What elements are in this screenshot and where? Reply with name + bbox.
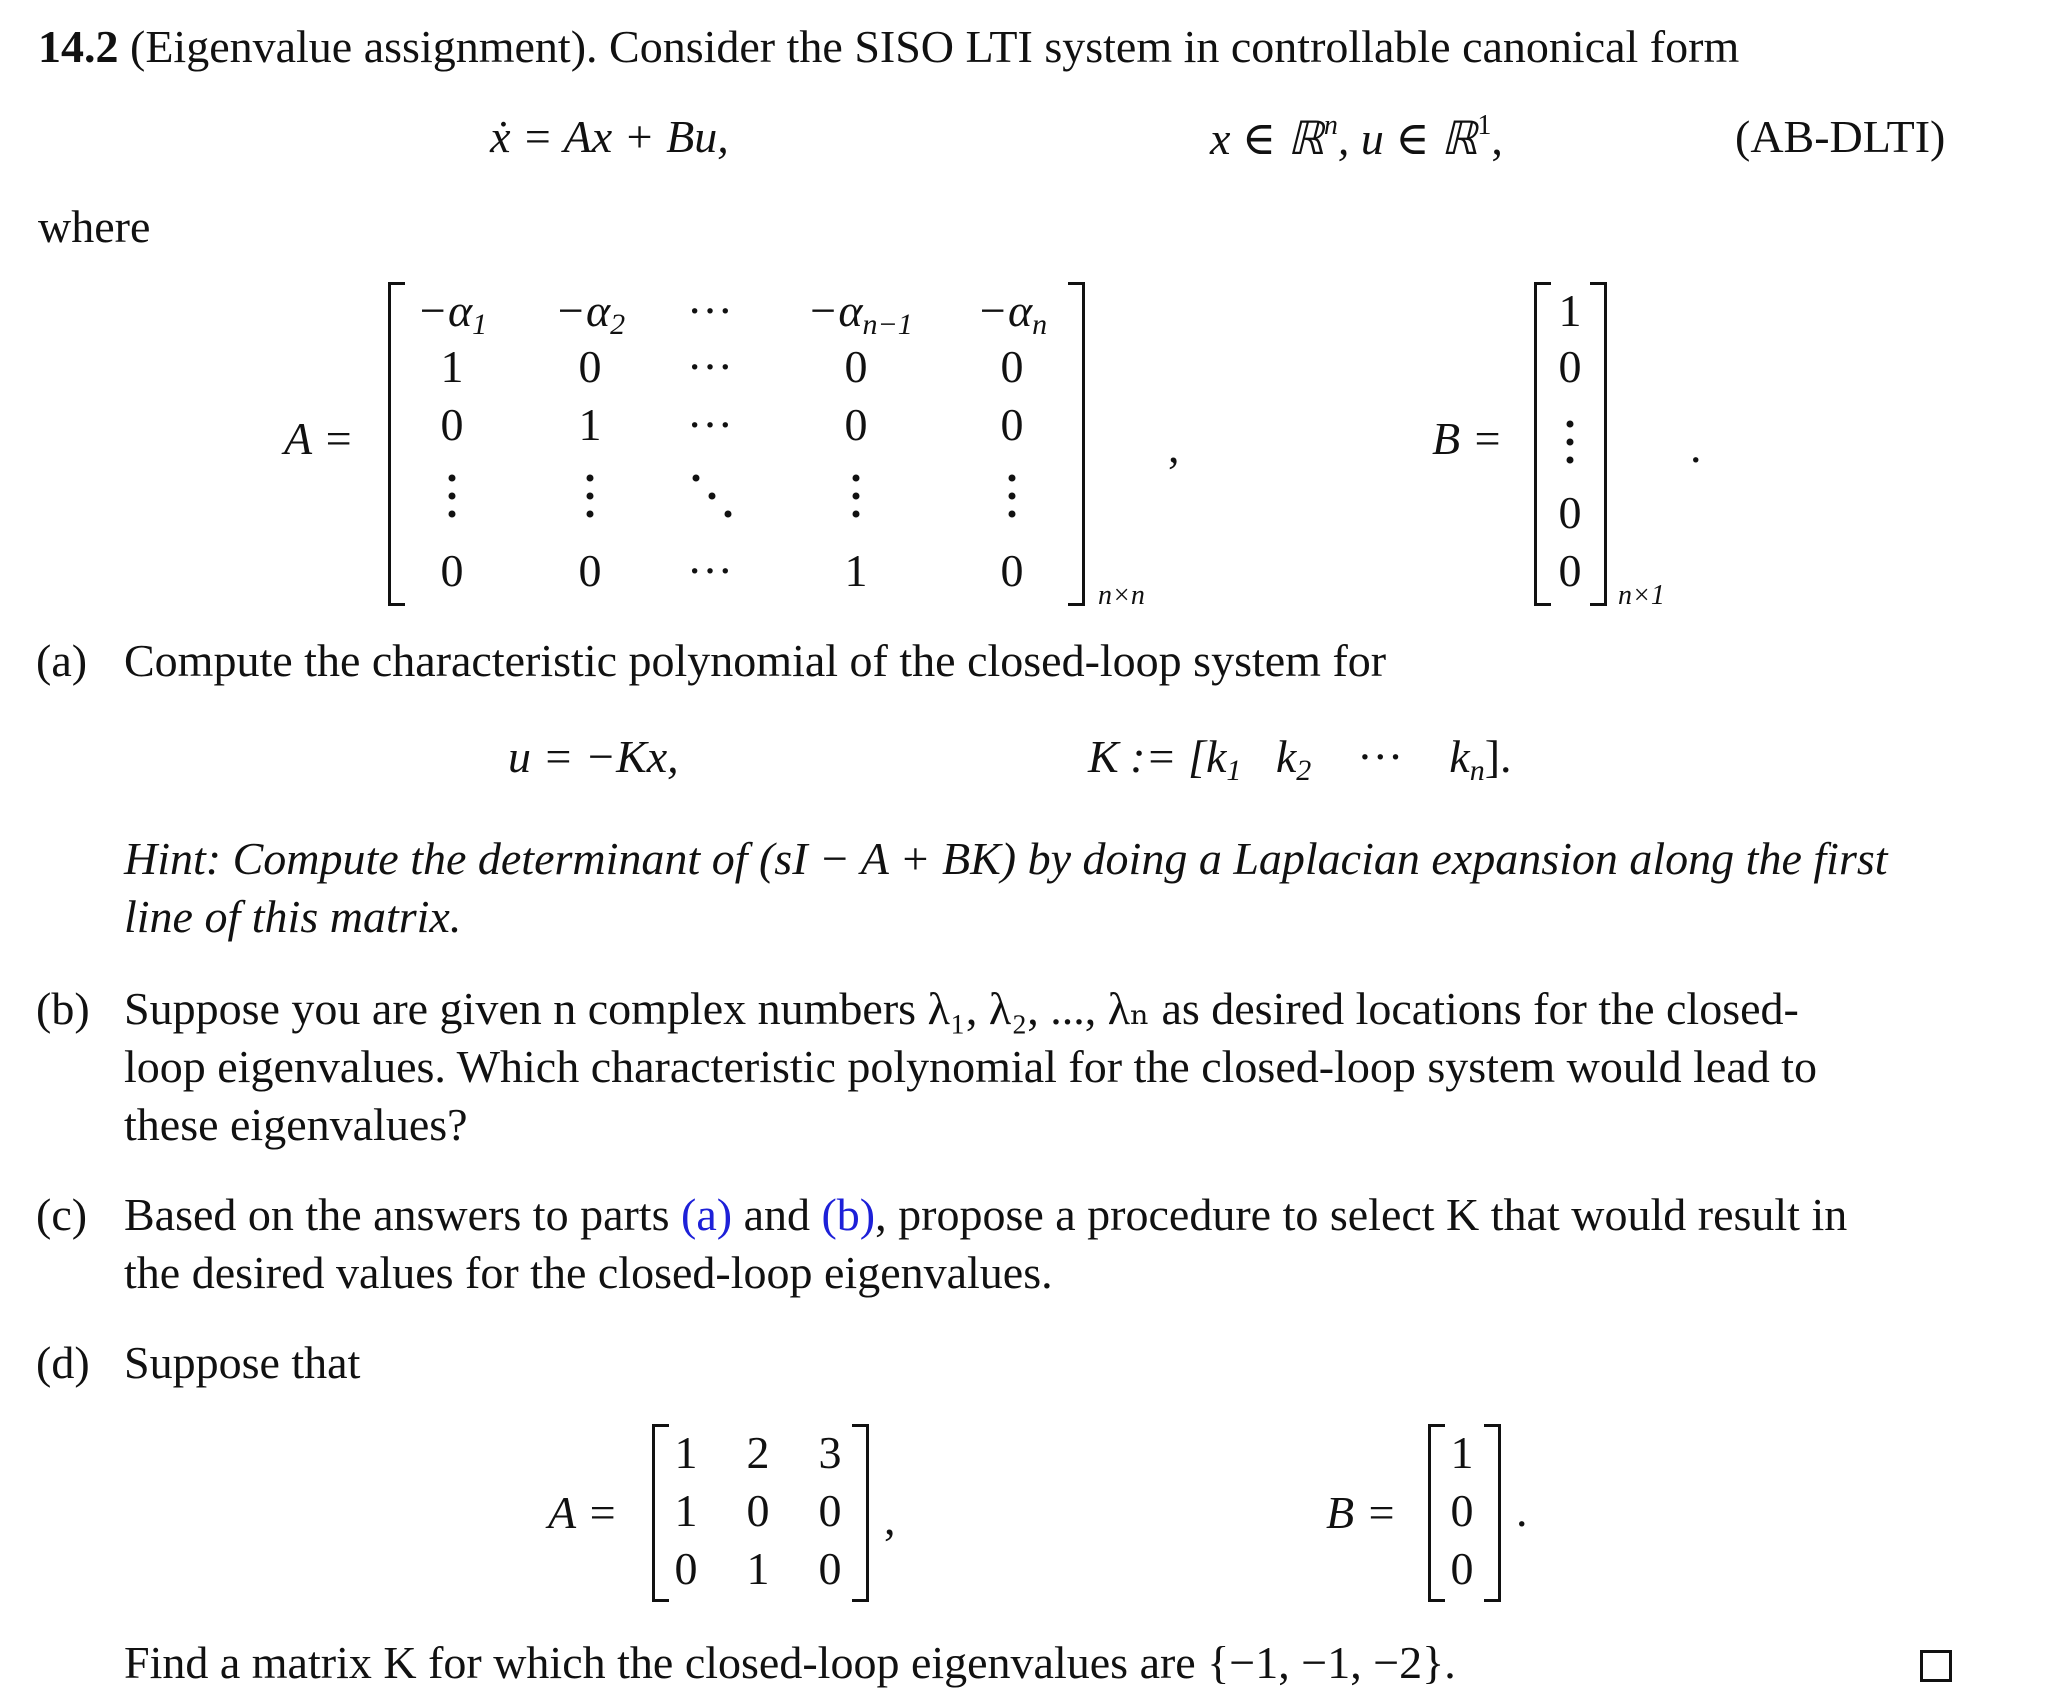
matrix-B-cell: 0 xyxy=(1558,487,1582,538)
part-c-label: (c) xyxy=(36,1189,88,1240)
matrix-A-cell: 0 xyxy=(1000,341,1024,392)
equation-state: ẋ = Ax + Bu, xyxy=(490,111,729,162)
equation-tag: (AB-DLTI) xyxy=(1735,111,1946,162)
matrix-A-cell: 1 xyxy=(440,341,464,392)
part-b-line2: loop eigenvalues. Which characteristic polynomial for the closed-loop system would lead to xyxy=(124,1041,1818,1092)
matrix-A-cell: 0 xyxy=(578,341,602,392)
matrix-B-left-bracket xyxy=(1534,282,1551,606)
matrix-A-d-cell: 0 xyxy=(674,1543,698,1594)
part-a-label: (a) xyxy=(36,635,88,686)
domain-x: x ∈ ℝ xyxy=(1210,113,1324,164)
matrix-B-period: . xyxy=(1690,421,1702,472)
matrix-A-d-cell: 2 xyxy=(746,1427,770,1478)
matrix-A-cell: $-\alpha_2$ xyxy=(554,285,626,341)
matrix-A-d-comma: , xyxy=(884,1493,896,1544)
part-d-final: Find a matrix K for which the closed-loop eigenvalues are {−1, −1, −2}. xyxy=(124,1637,1456,1688)
matrix-B-cell: 0 xyxy=(1558,341,1582,392)
part-a-hint-line2: line of this matrix. xyxy=(124,891,462,942)
part-d-label: (d) xyxy=(36,1337,90,1388)
matrix-B-label: B = xyxy=(1432,413,1503,464)
matrix-B-d-cell: 0 xyxy=(1450,1543,1474,1594)
matrix-B-d-right-bracket xyxy=(1484,1424,1501,1602)
part-a-eq-K: K := [$k_1$ $k_2$ ··· $k_n$]. xyxy=(1088,731,1512,787)
part-a-text: Compute the characteristic polynomial of the closed-loop system for xyxy=(124,635,1387,686)
ref-part-b-link[interactable]: (b) xyxy=(821,1189,876,1240)
where-text: where xyxy=(38,201,151,252)
ref-part-a-link[interactable]: (a) xyxy=(681,1189,733,1240)
matrix-A-cell: 0 xyxy=(1000,545,1024,596)
matrix-A-d-right-bracket xyxy=(852,1424,869,1602)
part-c-line1: Based on the answers to parts (a) and (b), propose a procedure to select K that would result in xyxy=(124,1189,1848,1240)
part-b-line1: Suppose you are given n complex numbers λ₁, λ₂, ..., λₙ as desired locations for the closed- xyxy=(124,983,1799,1034)
matrix-A-d-cell: 1 xyxy=(746,1543,770,1594)
matrix-A-cell: 0 xyxy=(440,545,464,596)
matrix-A-cell: 0 xyxy=(440,399,464,450)
matrix-A-cdots: ··· xyxy=(687,545,733,596)
matrix-B-size: n×1 xyxy=(1618,580,1665,611)
matrix-A-cell: 0 xyxy=(844,399,868,450)
matrix-A-cell: $-\alpha_{n-1}$ xyxy=(807,285,913,341)
matrix-A-cdots: ··· xyxy=(687,399,733,450)
matrix-A-d-cell: 0 xyxy=(818,1485,842,1536)
matrix-B-d-period: . xyxy=(1516,1485,1528,1536)
domain-end: , xyxy=(1491,113,1503,164)
problem-intro: Consider the SISO LTI system in controllable canonical form xyxy=(609,21,1740,72)
matrix-A-d-cell: 3 xyxy=(818,1427,842,1478)
part-a-hint-line1: Hint: Compute the determinant of (sI − A + BK) by doing a Laplacian expansion along the first xyxy=(124,833,1888,884)
matrix-A-cell: 0 xyxy=(1000,399,1024,450)
matrix-A-cdots: ··· xyxy=(687,285,733,336)
matrix-A-cell: $-\alpha_n$ xyxy=(976,285,1048,341)
matrix-A-comma: , xyxy=(1168,421,1180,472)
matrix-B-cell: 1 xyxy=(1558,285,1582,336)
matrix-B-right-bracket xyxy=(1590,282,1607,606)
matrix-A-d-left-bracket xyxy=(652,1424,669,1602)
part-b-label: (b) xyxy=(36,983,90,1034)
matrix-B-d-cell: 1 xyxy=(1450,1427,1474,1478)
matrix-A-d-cell: 0 xyxy=(746,1485,770,1536)
matrix-A-d-label: A = xyxy=(548,1487,618,1538)
matrix-A-cell: 1 xyxy=(844,545,868,596)
part-c-line2: the desired values for the closed-loop eigenvalues. xyxy=(124,1247,1053,1298)
matrix-A-cell: 0 xyxy=(844,341,868,392)
domain-u: , u ∈ ℝ xyxy=(1337,113,1478,164)
qed-square-icon xyxy=(1920,1650,1952,1682)
matrix-A-d-cell: 1 xyxy=(674,1485,698,1536)
matrix-B-d-cell: 0 xyxy=(1450,1485,1474,1536)
domain-1: 1 xyxy=(1477,110,1492,141)
problem-number: 14.2 xyxy=(38,21,119,72)
matrix-A-cell: $-\alpha_1$ xyxy=(416,285,488,341)
matrix-B-cell: 0 xyxy=(1558,545,1582,596)
matrix-A-cell: 0 xyxy=(578,545,602,596)
matrix-A-size: n×n xyxy=(1098,580,1145,611)
matrix-A-d-cell: 1 xyxy=(674,1427,698,1478)
problem-title: (Eigenvalue assignment). xyxy=(130,21,598,72)
part-a-eq-u: u = −Kx, xyxy=(508,731,679,782)
part-d-text: Suppose that xyxy=(124,1337,361,1388)
domain-n: n xyxy=(1323,110,1338,141)
vdots-group xyxy=(449,421,1574,518)
matrix-A-label: A = xyxy=(284,413,354,464)
matrix-B-d-label: B = xyxy=(1326,1487,1397,1538)
matrix-A-d-cell: 0 xyxy=(818,1543,842,1594)
matrix-B-d-left-bracket xyxy=(1428,1424,1445,1602)
matrix-A-cell: 1 xyxy=(578,399,602,450)
matrix-A-cdots: ··· xyxy=(687,341,733,392)
part-b-line3: these eigenvalues? xyxy=(124,1099,468,1150)
